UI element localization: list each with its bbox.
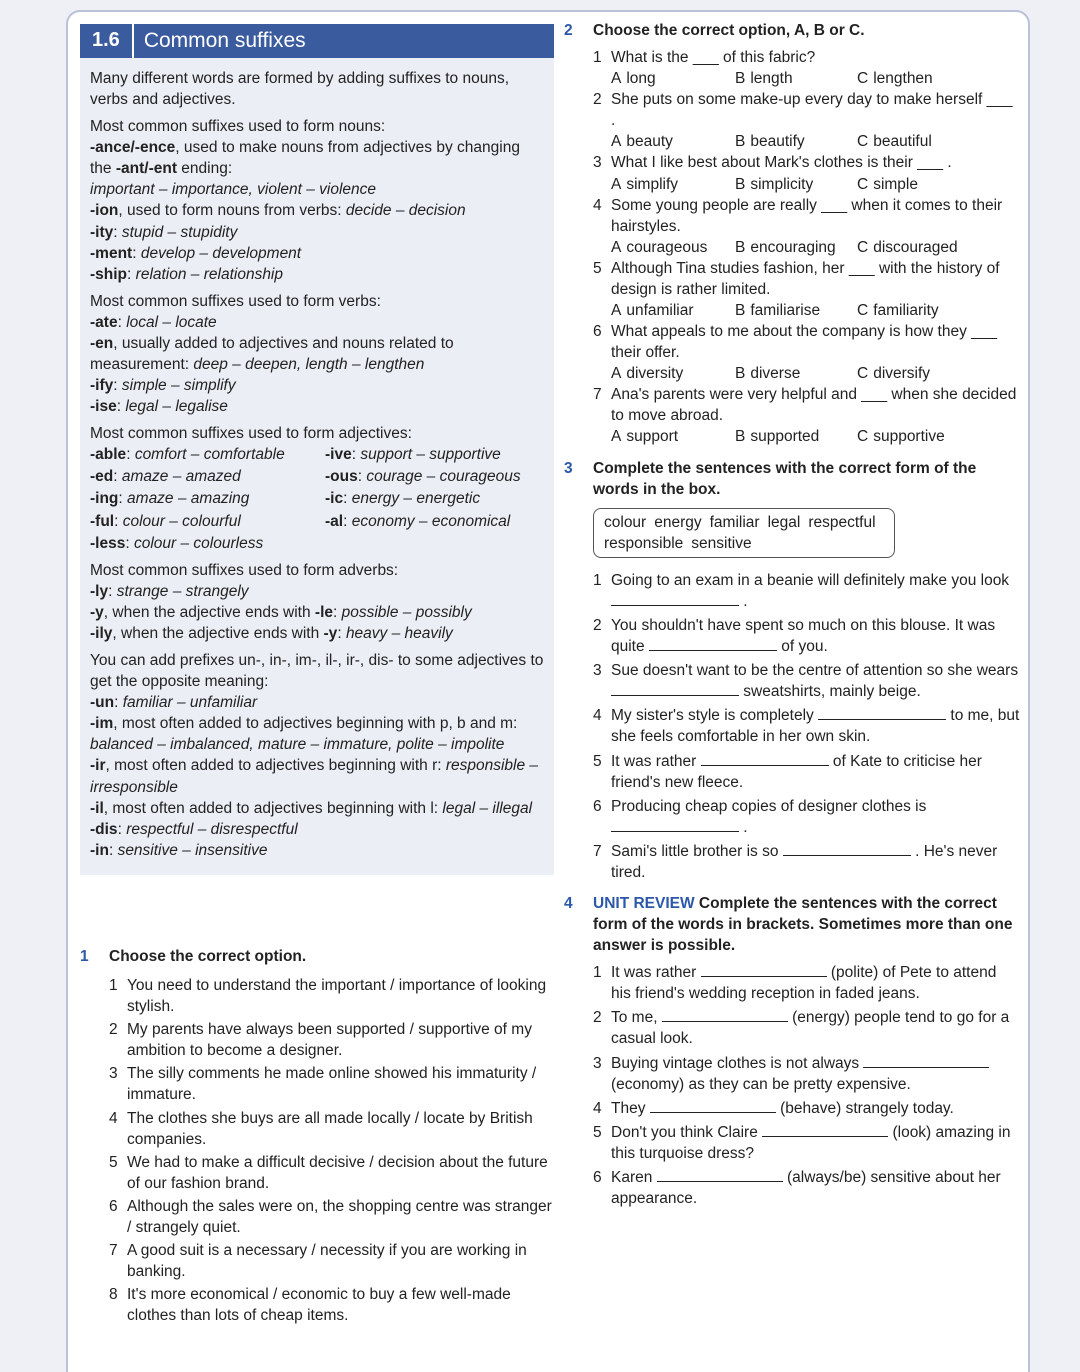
answer-blank[interactable] <box>611 684 739 696</box>
exercise-number: 4 <box>564 894 573 912</box>
answer-blank[interactable] <box>650 1101 776 1113</box>
adjectives-heading: Most common suffixes used to form adjectives: <box>90 425 412 443</box>
list-item: 2 My parents have always been supported / supportive of my ambition to become a designer. <box>109 1021 532 1060</box>
answer-blank[interactable] <box>701 965 827 977</box>
verbs-block <box>90 291 544 417</box>
list-item: -ed: amaze – amazed <box>90 468 241 486</box>
list-item: -able: comfort – comfortable <box>90 446 285 464</box>
prefixes-block <box>90 650 544 861</box>
list-item: 6 Producing cheap copies of designer clothes is . <box>593 797 927 836</box>
intro-text: Many different words are formed by adding suffixes to nouns, verbs and adjectives. <box>90 70 510 109</box>
list-item: -ify: simple – simplify <box>90 377 236 395</box>
list-item: -ment: develop – development <box>90 244 302 262</box>
answer-options: A support B supported C supportive <box>611 428 945 446</box>
list-item: 1 It was rather (polite) of Pete to attend his friend's wedding reception in faded jeans. <box>593 964 997 1003</box>
list-item: 1 Going to an exam in a beanie will definitely make you look . <box>593 571 1010 610</box>
list-item: 7 A good suit is a necessary / necessity if you are working in banking. <box>109 1242 527 1281</box>
word-box <box>593 508 895 558</box>
exercises-column <box>564 20 1020 1209</box>
suffix-reference-box <box>80 24 554 875</box>
list-item: -al: economy – economical <box>325 512 511 530</box>
answer-blank[interactable] <box>863 1056 989 1068</box>
list-item: 4 The clothes she buys are all made locally / locate by British companies. <box>109 1109 533 1148</box>
exercise-number: 3 <box>564 459 573 477</box>
answer-options: A beauty B beautify C beautiful <box>611 133 932 151</box>
list-item: -ing: amaze – amazing <box>90 490 250 508</box>
list-item: 6 Karen (always/be) sensitive about her appearance. <box>593 1168 1001 1207</box>
list-item: 5 Although Tina studies fashion, her ___ with the history of design is rather limited. <box>593 259 1000 298</box>
list-item: important – importance, violent – violence <box>90 181 377 199</box>
exercise-2 <box>564 20 1020 448</box>
list-item: 1 You need to understand the important / importance of looking stylish. <box>109 977 547 1016</box>
grammar-panel <box>80 24 554 875</box>
answer-blank[interactable] <box>657 1170 783 1182</box>
list-item: 3 What I like best about Mark's clothes is their ___ . <box>593 154 952 172</box>
box-word: energy <box>654 513 702 531</box>
verbs-heading: Most common suffixes used to form verbs: <box>90 292 381 310</box>
unit-review-label: UNIT REVIEW <box>593 894 695 912</box>
list-item: -il, most often added to adjectives beginning with l: legal – illegal <box>90 799 533 817</box>
section-title: Common suffixes <box>143 28 306 52</box>
exercise-3 <box>564 458 1020 883</box>
verbs-list <box>90 312 544 417</box>
answer-blank[interactable] <box>611 820 739 832</box>
list-item: -en, usually added to adjectives and nouns related to measurement: deep – deepen, length – lengthen <box>90 334 454 374</box>
list-item: 1 What is the ___ of this fabric? <box>593 49 816 67</box>
answer-blank[interactable] <box>701 754 829 766</box>
nouns-heading: Most common suffixes used to form nouns: <box>90 118 386 136</box>
answer-blank[interactable] <box>611 594 739 606</box>
answer-options: A diversity B diverse C diversify <box>611 365 931 383</box>
list-item: 2 She puts on some make-up every day to make herself ___ . <box>593 91 1013 130</box>
list-item: 4 Some young people are really ___ when it comes to their hairstyles. <box>593 196 1003 235</box>
answer-options: A long B length C lengthen <box>611 70 933 88</box>
section-header <box>80 24 554 58</box>
list-item: 6 Although the sales were on, the shopping centre was stranger / strangely quiet. <box>109 1197 552 1236</box>
list-item: -ate: local – locate <box>90 313 217 331</box>
list-item: -ance/-ence, used to make nouns from adjectives by changing the -ant/-ent ending: <box>90 139 520 178</box>
box-word: colour <box>604 513 647 531</box>
prefixes-list <box>90 692 544 861</box>
list-item: 3 Sue doesn't want to be the centre of attention so she wears sweatshirts, mainly beige. <box>593 662 1019 701</box>
list-item: 2 You shouldn't have spent so much on this blouse. It was quite of you. <box>593 617 996 656</box>
exercise-4 <box>564 893 1020 1209</box>
exercise-1-header <box>80 946 554 967</box>
answer-options: A simplify B simplicity C simple <box>611 175 918 193</box>
exercise-instruction: Choose the correct option. <box>109 948 307 965</box>
adverbs-list <box>90 581 544 644</box>
exercise-instruction: Choose the correct option, A, B or C. <box>593 22 865 39</box>
list-item: 6 What appeals to me about the company is how they ___ their offer. <box>593 323 998 362</box>
nouns-block <box>90 116 544 285</box>
answer-blank[interactable] <box>762 1125 888 1137</box>
box-word: responsible <box>604 534 684 552</box>
section-number: 1.6 <box>92 29 120 52</box>
exercise-1 <box>80 946 554 1326</box>
answer-blank[interactable] <box>649 639 777 651</box>
list-item: 3 Buying vintage clothes is not always (economy) as they can be pretty expensive. <box>593 1053 1020 1095</box>
box-word: familiar <box>709 513 760 531</box>
nouns-list <box>90 137 544 285</box>
exercise-instruction: Complete the sentences with the correct form of the words in the box. <box>593 459 977 498</box>
list-item: -ship: relation – relationship <box>90 265 283 283</box>
list-item: -ion, used to form nouns from verbs: decide – decision <box>90 202 466 220</box>
list-item: -ous: courage – courageous <box>325 468 521 486</box>
adjectives-grid <box>90 444 544 553</box>
list-item: -ic: energy – energetic <box>325 490 481 508</box>
list-item: -un: familiar – unfamiliar <box>90 694 258 712</box>
adverbs-block <box>90 560 544 644</box>
list-item: 2 To me, (energy) people tend to go for a casual look. <box>593 1009 1010 1048</box>
list-item: -ly: strange – strangely <box>90 582 249 600</box>
exercise-number: 2 <box>564 22 573 39</box>
exercise-2-header <box>564 20 1020 41</box>
exercise-3-header <box>564 458 1020 500</box>
prefixes-heading: You can add prefixes un-, in-, im-, il-, ir-, dis- to some adjectives to get the opposite meaning: <box>90 652 544 691</box>
list-item: 5 It was rather of Kate to criticise her friend's new fleece. <box>593 752 982 791</box>
adjectives-block <box>90 423 544 559</box>
adverbs-heading: Most common suffixes used to form adverbs: <box>90 561 399 579</box>
box-word: legal <box>767 513 801 531</box>
list-item: -ise: legal – legalise <box>90 398 228 416</box>
exercise-4-header <box>564 893 1020 956</box>
list-item: 5 We had to make a difficult decisive / decision about the future of our fashion brand. <box>109 1153 548 1192</box>
answer-blank[interactable] <box>783 844 911 856</box>
answer-options: A courageous B encouraging C discouraged <box>611 238 958 256</box>
exercise-1-items <box>80 975 554 1326</box>
list-item: 7 Sami's little brother is so . He's never tired. <box>593 842 998 881</box>
list-item: -ily, when the adjective ends with -y: heavy – heavily <box>90 624 453 642</box>
list-item: 4 My sister's style is completely to me, but she feels comfortable in her own skin. <box>593 707 1020 746</box>
answer-blank[interactable] <box>818 708 946 720</box>
answer-blank[interactable] <box>662 1010 788 1022</box>
exercise-number: 1 <box>80 948 89 965</box>
box-word: sensitive <box>691 534 752 552</box>
list-item: -in: sensitive – insensitive <box>90 841 268 859</box>
list-item: -ir, most often added to adjectives beginning with r: responsible – irresponsible <box>90 757 539 796</box>
list-item: -ity: stupid – stupidity <box>90 223 238 241</box>
list-item: 3 The silly comments he made online showed his immaturity / immature. <box>109 1065 537 1104</box>
list-item: -ive: support – supportive <box>325 446 501 464</box>
list-item: -im, most often added to adjectives beginning with p, b and m: balanced – imbalanced, mature – immature, polite – impolite <box>90 715 518 754</box>
list-item: -y, when the adjective ends with -le: possible – possibly <box>90 603 472 621</box>
list-item: 5 Don't you think Claire (look) amazing in this turquoise dress? <box>593 1123 1011 1162</box>
list-item: 8 It's more economical / economic to buy a few well-made clothes than lots of cheap items. <box>109 1286 511 1325</box>
list-item: 7 Ana's parents were very helpful and ___ when she decided to move abroad. <box>593 386 1017 425</box>
list-item: -ful: colour – colourful <box>90 512 241 530</box>
list-item: -dis: respectful – disrespectful <box>90 820 298 838</box>
list-item: 4 They (behave) strangely today. <box>593 1099 954 1117</box>
box-word: respectful <box>808 513 876 531</box>
answer-options: A unfamiliar B familiarise C familiarity <box>611 302 939 320</box>
exercise-instruction: Complete the sentences with the correct form of the words in brackets. Sometimes more than one answer is possible. <box>593 894 1013 955</box>
list-item: -less: colour – colourless <box>90 534 264 552</box>
